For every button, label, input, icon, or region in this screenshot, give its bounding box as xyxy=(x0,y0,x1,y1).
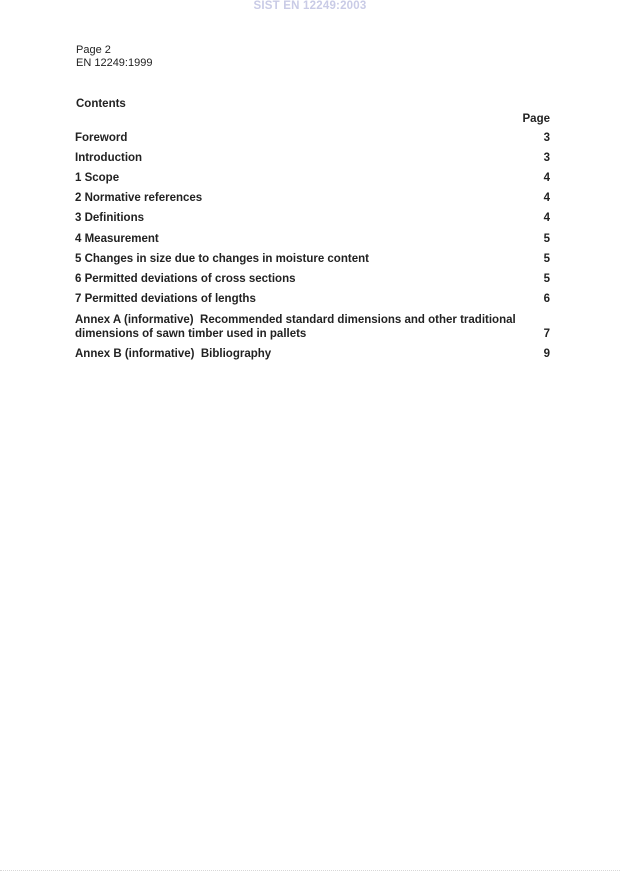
toc-entry-title: 3 Definitions xyxy=(75,212,145,224)
toc-entry-page: 5 xyxy=(543,233,550,245)
standard-number: EN 12249:1999 xyxy=(76,57,153,69)
scan-edge-line xyxy=(0,870,620,872)
toc-entry-title: 4 Measurement xyxy=(75,233,159,245)
toc-entry-page: 5 xyxy=(543,253,550,265)
toc-entry-page: 4 xyxy=(543,192,550,204)
toc-entry-annex-b xyxy=(75,348,550,362)
toc-entry-title: 5 Changes in size due to changes in moisture content xyxy=(75,253,369,265)
page-number: Page 2 xyxy=(76,44,111,56)
toc-entry-title: 7 Permitted deviations of lengths xyxy=(75,293,256,305)
toc-entry-title: 2 Normative references xyxy=(75,192,203,204)
toc-entry-foreword xyxy=(75,132,550,146)
toc-entry-title: Foreword xyxy=(75,132,128,144)
document-watermark: SIST EN 12249:2003 xyxy=(253,0,367,12)
toc-entry-changes-in-size xyxy=(75,253,550,267)
contents-heading: Contents xyxy=(76,98,126,110)
toc-entry-normative-references xyxy=(75,192,550,206)
toc-entry-title: 1 Scope xyxy=(75,172,120,184)
toc-entry-title: Annex A (informative) Recommended standard dimensions and other traditional dimensions of sawn timber used in pallets xyxy=(75,314,516,340)
toc-entry-title: Annex B (informative) Bibliography xyxy=(75,348,272,360)
toc-entry-introduction xyxy=(75,152,550,166)
toc-entry-page: 3 xyxy=(543,132,550,144)
page-header xyxy=(76,44,152,70)
toc-entry-definitions xyxy=(75,212,550,226)
toc-entry-page: 7 xyxy=(543,327,550,340)
toc-entry-title: Introduction xyxy=(75,152,143,164)
toc-entry-page: 5 xyxy=(543,273,550,285)
toc-entry-page: 3 xyxy=(543,152,550,164)
toc-entry-page: 4 xyxy=(543,172,550,184)
toc-entry-measurement xyxy=(75,233,550,247)
toc-entry-scope xyxy=(75,172,550,186)
toc-entry-page: 9 xyxy=(543,348,550,360)
toc-entry-page: 4 xyxy=(543,212,550,224)
toc-entry-page: 6 xyxy=(543,293,550,305)
toc-entry-cross-sections xyxy=(75,273,550,287)
toc-entry-lengths xyxy=(75,293,550,307)
toc-entry-annex-a xyxy=(75,314,550,341)
toc-entry-title: 6 Permitted deviations of cross sections xyxy=(75,273,296,285)
page-column-label: Page xyxy=(522,113,550,125)
